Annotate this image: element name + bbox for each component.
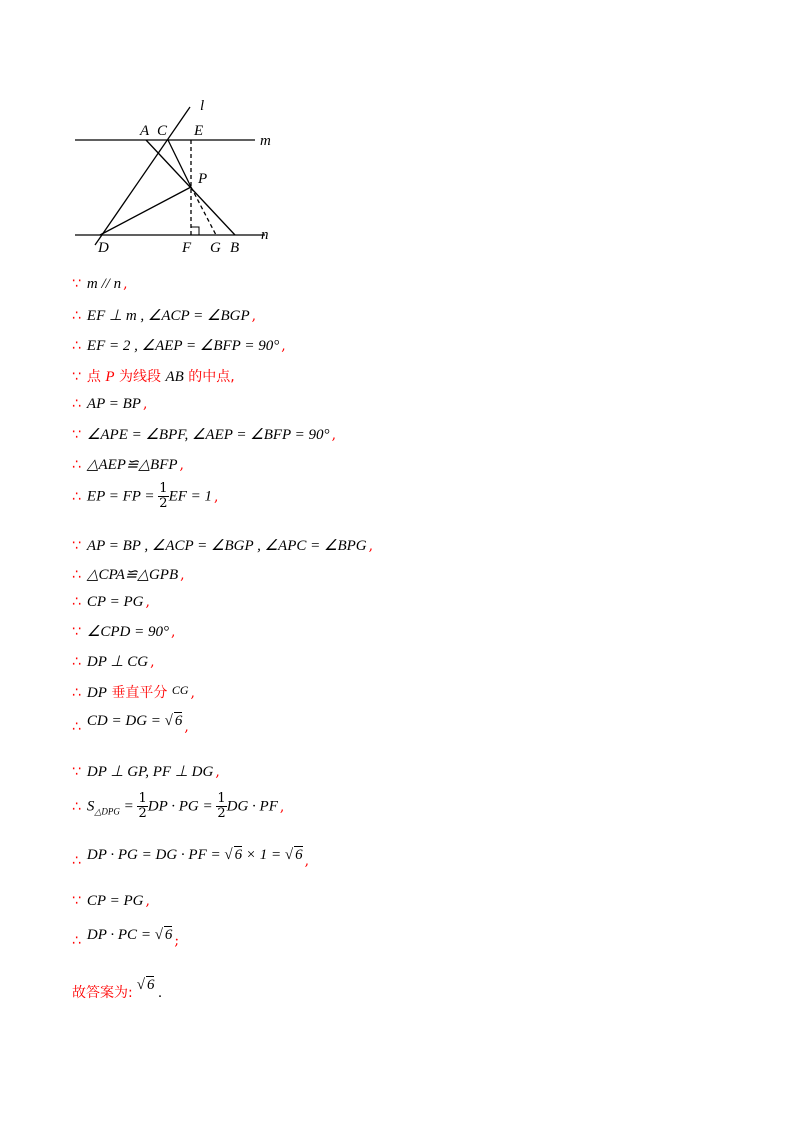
right-angle-mark xyxy=(191,227,199,235)
therefore-symbol: ∴ xyxy=(72,567,81,583)
because-symbol: ∵ xyxy=(72,624,81,640)
therefore-symbol: ∴ xyxy=(72,594,81,610)
therefore-symbol: ∴ xyxy=(72,338,81,354)
step-1: ∵ m // n , xyxy=(72,276,128,292)
step-12: ∵ ∠CPD = 90° , xyxy=(72,624,176,640)
final-answer: 故答案为: √ 6 . xyxy=(72,977,163,1001)
therefore-symbol: ∴ xyxy=(72,685,81,701)
because-symbol: ∵ xyxy=(72,427,81,443)
step-17: ∴ $S_{\triangle DPG}$ = $\frac{1}{2}$ DP · PG = $\frac{1}{2}$ DG · PF , xyxy=(72,791,285,821)
step-11: ∴ CP = PG , xyxy=(72,594,150,610)
therefore-symbol: ∴ xyxy=(72,933,81,949)
step-9: ∵ AP = BP , ∠ACP = ∠BGP , ∠APC = ∠BPG , xyxy=(72,538,374,554)
fraction: $\frac{1}{2}$ xyxy=(138,791,147,821)
label-n: n xyxy=(261,227,269,243)
therefore-symbol: ∴ xyxy=(72,654,81,670)
therefore-symbol: ∴ xyxy=(72,457,81,473)
label-p: P xyxy=(198,171,208,187)
step-18: ∴ DP · PG = DG · PF = √ 6 × 1 = √ 6 , xyxy=(72,847,310,869)
because-symbol: ∵ xyxy=(72,893,81,909)
fraction: $\frac{1}{2}$ xyxy=(159,481,168,511)
therefore-symbol: ∴ xyxy=(72,396,81,412)
step-13: ∴ DP ⊥ CG , xyxy=(72,654,155,670)
step-14: ∴ DP 垂直平分 CG , xyxy=(72,683,195,701)
therefore-symbol: ∴ xyxy=(72,798,81,815)
sqrt-sign: √ xyxy=(224,847,233,863)
because-symbol: ∵ xyxy=(72,276,81,292)
answer-value: 6 xyxy=(146,977,155,993)
because-symbol: ∵ xyxy=(72,764,81,780)
step-4: ∵ 点 P 为线段 AB 的中点, xyxy=(72,369,235,385)
sqrt-sign: √ xyxy=(164,713,173,729)
segment-dp xyxy=(100,187,191,235)
label-m: m xyxy=(260,133,271,149)
step-10: ∴ △CPA≌△GPB , xyxy=(72,567,185,583)
step-5: ∴ AP = BP , xyxy=(72,396,148,412)
label-d: D xyxy=(98,240,109,256)
step-15: ∴ CD = DG = √ 6 , xyxy=(72,713,189,735)
step-20: ∴ DP · PC = √ 6 ; xyxy=(72,927,180,949)
because-symbol: ∵ xyxy=(72,538,81,554)
sqrt-sign: √ xyxy=(284,847,294,863)
sqrt-sign: √ xyxy=(154,927,163,943)
step-8: ∴ EP = FP = $\frac{1}{2}$ EF = 1 , xyxy=(72,481,219,511)
label-b: B xyxy=(230,240,240,256)
step-7: ∴ △AEP≌△BFP , xyxy=(72,457,184,473)
label-l: l xyxy=(200,98,205,114)
step-2: ∴ EF ⊥ m , ∠ACP = ∠BGP , xyxy=(72,308,257,324)
therefore-symbol: ∴ xyxy=(72,488,81,505)
answer-label: 故答案为: xyxy=(72,985,133,1001)
because-symbol: ∵ xyxy=(72,369,81,385)
therefore-symbol: ∴ xyxy=(72,853,81,869)
therefore-symbol: ∴ xyxy=(72,719,81,735)
label-g: G xyxy=(210,240,221,256)
step-6: ∵ ∠APE = ∠BPF, ∠AEP = ∠BFP = 90° , xyxy=(72,427,337,443)
label-a: A xyxy=(140,123,150,139)
label-c: C xyxy=(157,123,168,139)
step-3: ∴ EF = 2 , ∠AEP = ∠BFP = 90° , xyxy=(72,338,286,354)
therefore-symbol: ∴ xyxy=(72,308,81,324)
sqrt-sign: √ xyxy=(136,977,145,993)
segment-cp xyxy=(168,140,191,187)
step-16: ∵ DP ⊥ GP, PF ⊥ DG , xyxy=(72,764,220,780)
label-e: E xyxy=(194,123,204,139)
geometry-figure xyxy=(60,95,300,265)
fraction: $\frac{1}{2}$ xyxy=(217,791,226,821)
label-f: F xyxy=(182,240,192,256)
step-19: ∵ CP = PG , xyxy=(72,893,150,909)
